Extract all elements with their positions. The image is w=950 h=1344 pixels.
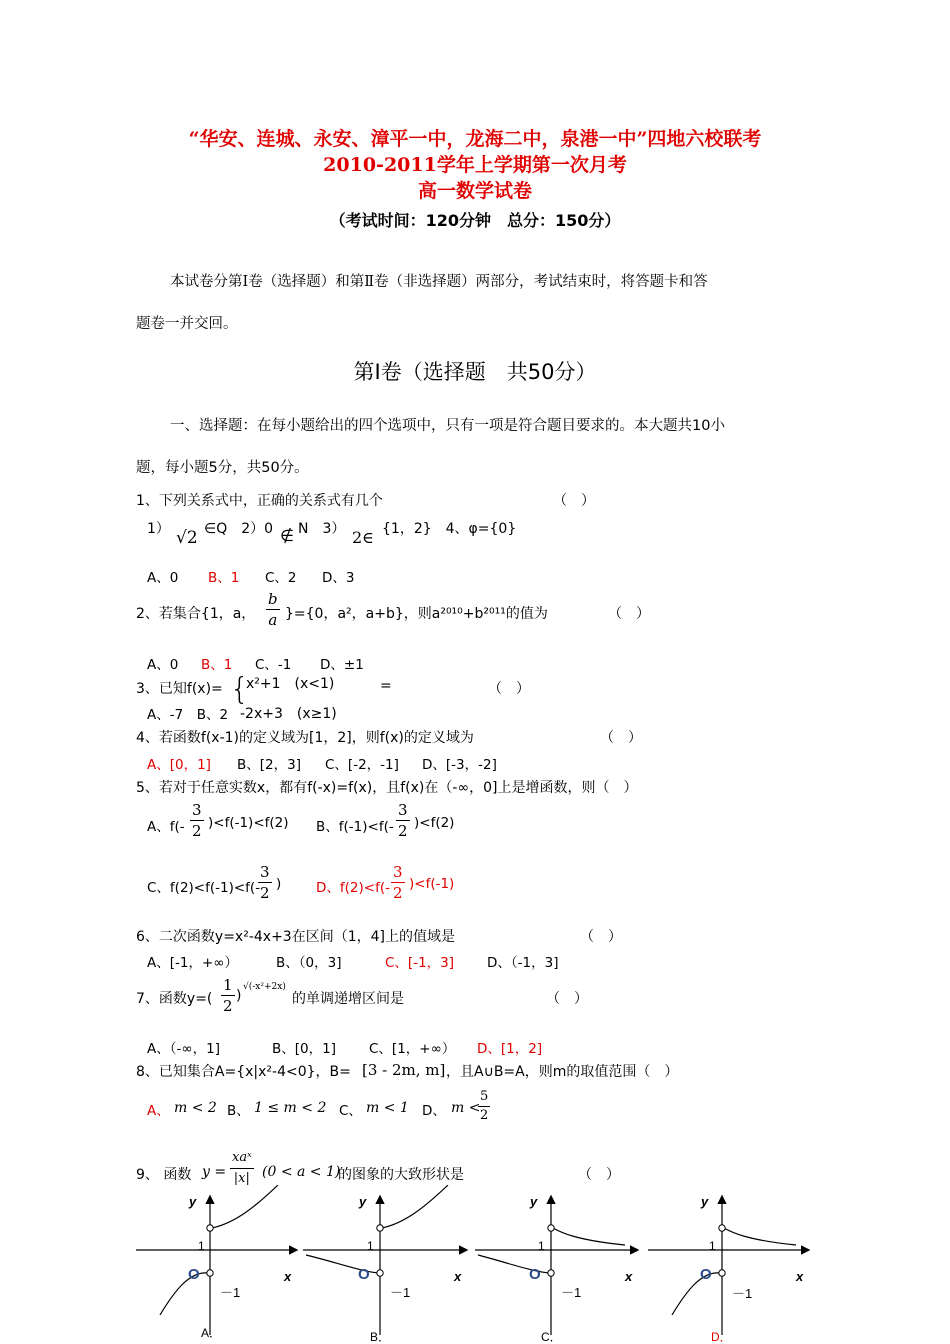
q1-sqrt2: √2 [176,528,198,548]
q9-c-y-label: y [530,1194,538,1209]
q9-graph-b [303,1185,466,1344]
q7-stem-post: 的单调递增区间是 [292,991,404,1007]
q9-y-eq: y = [202,1164,227,1180]
q9-d-y-label: y [701,1194,709,1209]
q1-sub1: 1） [147,521,170,537]
q1-two-in: 2∈ [352,528,375,547]
q4-option-b: B、[2，3] [237,757,301,773]
q9-graph-a [136,1185,296,1340]
exam-title-line1: “华安、连城、永安、漳平一中，龙海二中，泉港一中”四地六校联考 [188,128,762,150]
q3-case2: -2x+3 (x≥1) [240,706,337,722]
q9-b-one: 1 [367,1239,374,1253]
q9-c-label: C． [541,1330,562,1344]
q5-option-c-pre: C、f(2)<f(-1)<f(- [147,880,261,896]
q1-option-a: A、0 [147,570,179,586]
q5-option-c-frac-num: 3 [260,863,270,881]
q9-frac-den: |x| [233,1171,250,1186]
q3-options: A、-7 B、2 [147,707,229,723]
q5-option-c-frac-den: 2 [260,884,270,902]
q9-a-y-label: y [189,1194,197,1209]
q8-set-b: [3 - 2m, m] [362,1061,446,1079]
q9-b-y-label: y [359,1194,367,1209]
q7-option-b: B、[0，1] [272,1041,336,1057]
q5-option-a-post: )<f(-1)<f(2) [208,815,289,831]
q8-option-b-label: B、 [227,1103,250,1119]
q9-a-x-label: x [284,1269,292,1284]
q9-d-neg-one: －1 [732,1286,753,1301]
q9-stem-pre: 9、 函数 [136,1167,192,1183]
q7-answer-paren: （ ） [546,991,588,1007]
q2-option-c: C、-1 [255,657,292,673]
q8-option-a-label: A、 [147,1103,170,1119]
q7-frac-den: 2 [223,997,233,1015]
q9-condition: (0 < a < 1) [262,1164,341,1180]
q3-brace: { [230,672,250,707]
q2-fraction-numerator: b [268,590,278,608]
exam-title-line2: 2010-2011学年上学期第一次月考 [323,154,627,176]
q1-n3: N 3） [298,521,346,537]
q2-option-b: B、1 [201,657,233,673]
q6-option-a: A、[-1，+∞） [147,955,239,971]
q9-fraction [230,1148,254,1189]
q9-graphs [0,1185,950,1344]
q1-notin: ∉ [280,526,294,545]
q2-option-a: A、0 [147,657,179,673]
q9-d-x-label: x [796,1269,804,1284]
q5-option-c-fraction [258,862,272,903]
section-instructions-line1: 一、选择题：在每小题给出的四个选项中，只有一项是符合题目要求的。本大题共10小 [170,418,725,434]
q2-option-d: D、±1 [320,657,364,673]
exam-info: （考试时间：120分钟 总分：150分） [329,211,621,230]
q9-b-label: B． [370,1330,391,1344]
section-title: 第Ⅰ卷（选择题 共50分） [353,360,597,384]
q8-stem-post: ，且A∪B=A，则m的取值范围（ ） [446,1064,679,1080]
q9-graph-d [648,1194,808,1344]
q5-option-d-post: )<f(-1) [409,876,455,892]
q4-stem: 4、若函数f(x-1)的定义域为[1，2]，则f(x)的定义域为 [136,730,474,746]
q9-a-origin: O [188,1266,200,1283]
q5-option-a-fraction [190,800,204,841]
q8-option-d-label: D、 [422,1103,446,1119]
q6-option-b: B、（0，3] [276,955,342,971]
q9-d-origin: O [700,1266,712,1283]
q1-answer-paren: （ ） [553,493,595,509]
q6-option-c: C、[-1，3] [385,955,455,971]
q8-stem-pre: 8、已知集合A={x|x²-4<0}，B= [136,1064,351,1080]
q7-option-a: A、（-∞，1] [147,1041,220,1057]
q6-stem: 6、二次函数y=x²-4x+3在区间（1，4]上的值域是 [136,929,455,945]
q5-option-d-frac-num: 3 [393,863,403,881]
q5-option-d-frac-den: 2 [393,884,403,902]
q2-fraction-denominator: a [268,611,278,629]
q9-d-one: 1 [709,1239,716,1253]
q5-option-b-fraction [396,800,410,841]
q9-frac-num: xaˣ [230,1148,254,1169]
q4-option-c: C、[-2，-1] [325,757,399,773]
q8-option-d-frac-num: 5 [478,1088,490,1107]
q1-option-c: C、2 [265,570,297,586]
q8-option-b: 1 ≤ m < 2 [254,1100,327,1116]
q5-option-c-post: ) [276,876,282,892]
q7-frac-num: 1 [223,976,233,994]
q7-close-paren: ) [236,988,242,1004]
q5-stem: 5、若对于任意实数x，都有f(-x)=f(x)，且f(x)在（-∞，0]上是增函数，则（ ） [136,780,638,796]
q5-option-a-frac-den: 2 [192,822,202,840]
q1-set12: {1，2} 4、φ={0} [382,521,517,537]
q8-option-c-label: C、 [339,1103,362,1119]
q2-fraction-b-over-a [266,589,280,630]
q6-answer-paren: （ ） [580,929,622,945]
q9-c-neg-one: －1 [561,1285,582,1300]
q3-case1: x²+1 (x<1) [246,676,335,692]
q9-b-neg-one: －1 [390,1285,411,1300]
q9-a-neg-one: －1 [220,1285,241,1300]
q7-option-c: C、[1，+∞） [369,1041,456,1057]
q9-c-x-label: x [625,1269,633,1284]
q9-answer-paren: （ ） [578,1167,620,1183]
q5-option-d-pre: D、f(2)<f(- [316,880,390,896]
exam-title-line3: 高一数学试卷 [417,180,532,202]
q9-a-one: 1 [198,1239,205,1253]
q5-option-b-frac-num: 3 [398,801,408,819]
q9-b-x-label: x [454,1269,462,1284]
q4-option-d: D、[-3，-2] [422,757,497,773]
q3-stem: 3、已知f(x)= [136,681,223,697]
q3-answer-paren: （ ） [488,681,530,697]
q8-option-d: m < [451,1100,481,1116]
q5-option-a-frac-num: 3 [192,801,202,819]
q9-b-origin: O [358,1266,370,1283]
q9-a-label: A． [201,1326,222,1340]
section-instructions-line2: 题，每小题5分，共50分。 [136,460,309,476]
intro-line2: 题卷一并交回。 [136,316,238,332]
q4-answer-paren: （ ） [600,730,642,746]
q3-equals: = [380,678,392,694]
q1-in-q: ∈Q 2）0 [204,521,274,537]
q1-option-b: B、1 [208,570,240,586]
q9-d-label: D． [711,1330,732,1344]
q6-option-d: D、（-1，3] [487,955,559,971]
q9-graph-c [475,1194,637,1344]
q4-option-a: A、[0，1] [147,757,211,773]
q9-c-one: 1 [538,1239,545,1253]
q8-option-d-frac-den: 2 [480,1108,489,1123]
q5-option-d-fraction [391,862,405,903]
q7-stem-pre: 7、函数y=( [136,991,213,1007]
q5-option-b-post: )<f(2) [414,815,455,831]
q8-option-d-fraction [478,1088,490,1125]
q8-option-c: m < 1 [366,1100,409,1116]
q7-fraction [221,975,235,1016]
q8-option-a: m < 2 [174,1100,217,1116]
q7-exponent: √(-x²+2x) [243,982,286,992]
q7-option-d: D、[1，2] [477,1041,543,1057]
q5-option-b-frac-den: 2 [398,822,408,840]
q2-answer-paren: （ ） [608,606,650,622]
q9-c-origin: O [529,1266,541,1283]
intro-line1: 本试卷分第Ⅰ卷（选择题）和第Ⅱ卷（非选择题）两部分，考试结束时，将答题卡和答 [170,274,708,290]
q2-stem-pre: 2、若集合{1，a， [136,606,256,622]
q5-option-b-pre: B、f(-1)<f(- [316,819,394,835]
q1-option-d: D、3 [322,570,355,586]
q5-option-a-pre: A、f(- [147,819,185,835]
q1-stem: 1、下列关系式中，正确的关系式有几个 [136,493,383,509]
q9-stem-post: 的图象的大致形状是 [338,1167,464,1183]
q2-stem-post: }={0，a²，a+b}，则a²⁰¹⁰+b²⁰¹¹的值为 [285,606,548,622]
